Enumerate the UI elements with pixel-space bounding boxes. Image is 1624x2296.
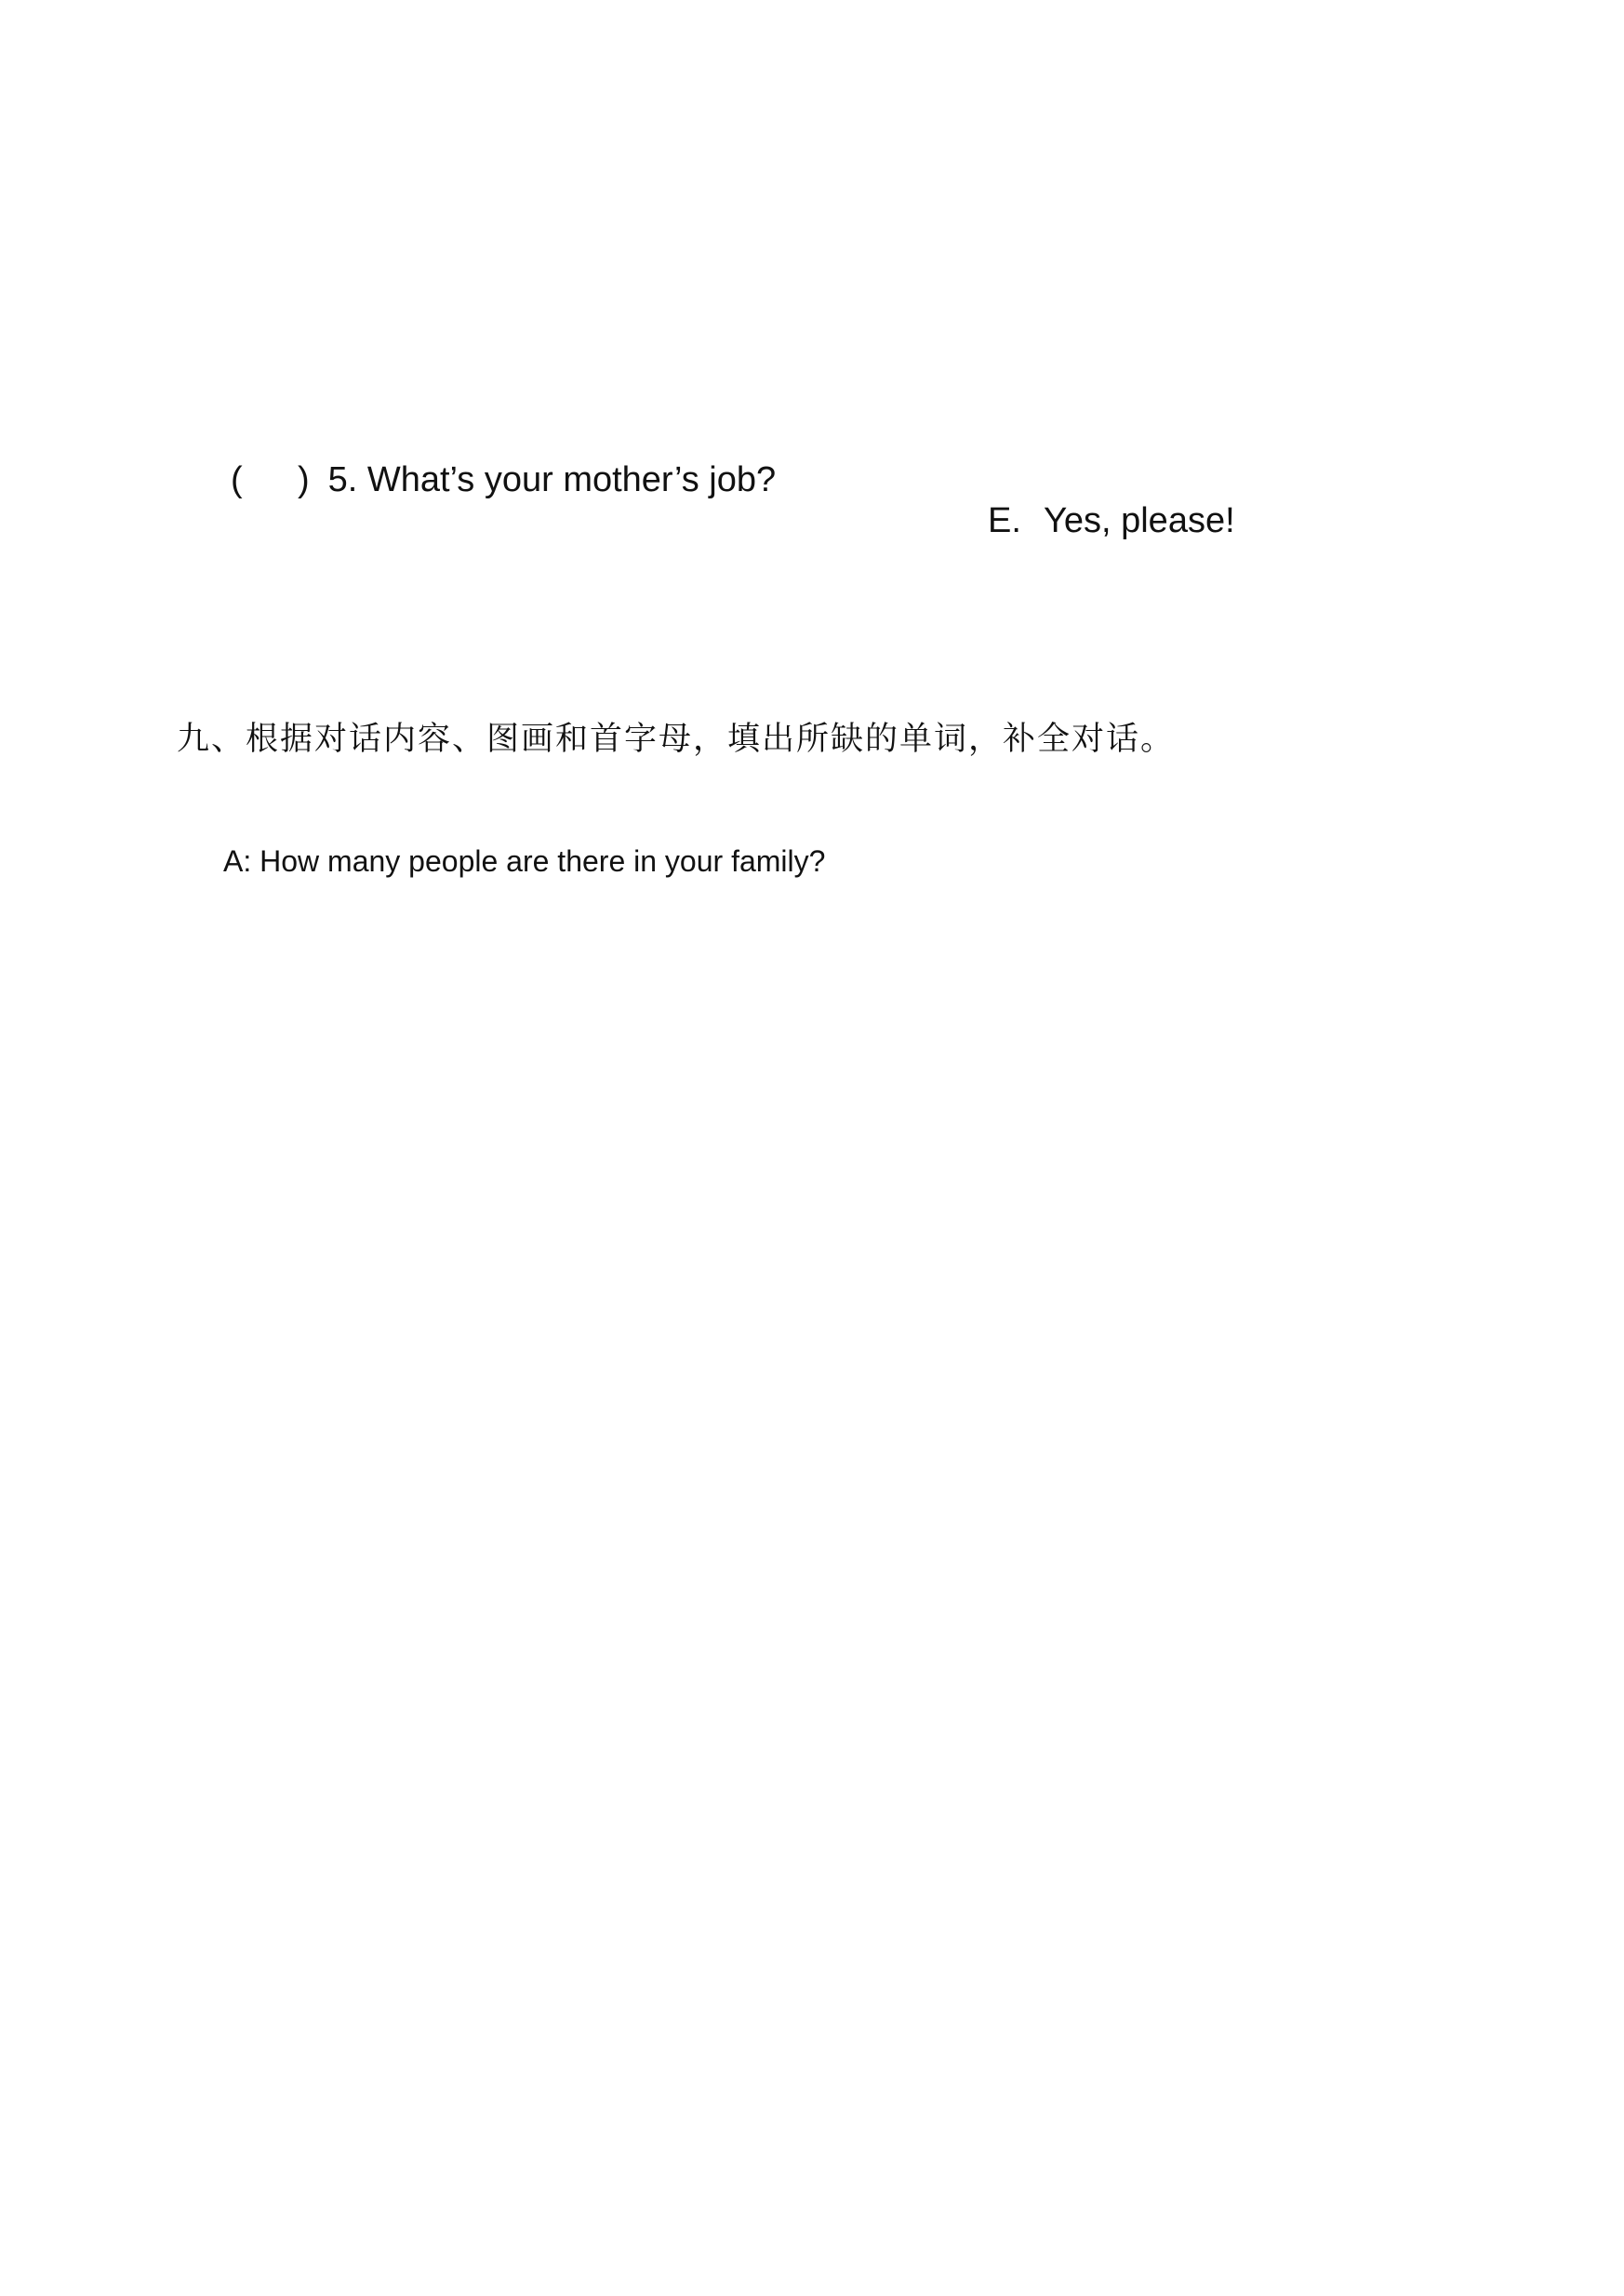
question-number: 5. (327, 460, 358, 499)
answer-option-e (988, 497, 1235, 545)
answer-blank-open-paren: ( (231, 460, 243, 499)
question-text: What’s your mother’s job? (366, 460, 777, 499)
section-9-heading: 九、根据对话内容、图画和首字母，填出所缺的单词，补全对话。 (177, 721, 1176, 758)
question-5 (231, 456, 776, 504)
option-letter: E. (988, 501, 1021, 540)
answer-blank-close-paren: ) (298, 460, 310, 499)
dialogue-line-a: A: How many people are there in your family? (223, 844, 826, 878)
option-text: Yes, please! (1044, 501, 1235, 540)
